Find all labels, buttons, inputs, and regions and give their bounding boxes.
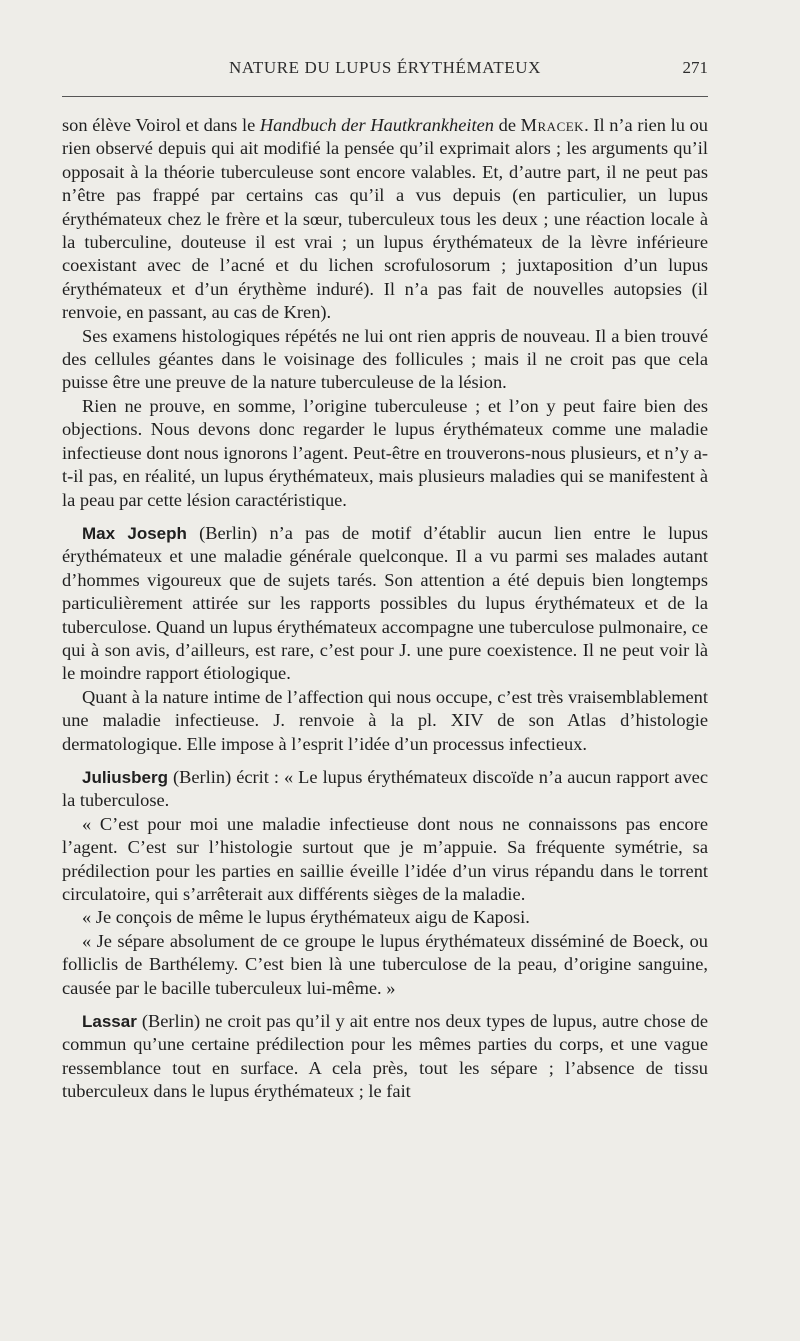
running-title: NATURE DU LUPUS ÉRYTHÉMATEUX — [229, 58, 541, 77]
paragraph-7: « C’est pour moi une maladie infectieuse dont nous ne connaissons pas encore l’agent. C’est sur l’histologie surtout que je m’appuie. Sa fréquente symétrie, sa prédilection pour les parties en saillie éveille l’idée d’un virus répandu dans le torrent circulatoire, qui s’arrêterait aux différents sièges de la maladie. — [62, 813, 708, 904]
page-header — [62, 58, 708, 88]
paragraph-juliusberg: Juliusberg (Berlin) écrit : « Le lupus érythémateux discoïde n’a aucun rapport avec la tuberculose. — [62, 766, 708, 811]
paragraph-5: Quant à la nature intime de l’affection qui nous occupe, c’est très vraisemblablement une maladie infectieuse. J. renvoie à la pl. XIV de son Atlas d’histologie dermatologique. Elle impose à l’esprit l’idée d’un processus infectieux. — [62, 686, 708, 754]
paragraph-lassar: Lassar (Berlin) ne croit pas qu’il y ait entre nos deux types de lupus, autre chose de commun qu’une certaine prédilection pour les mêmes parties du corps, et une vague ressemblance tout en surface. A cela près, tout les sépare ; l’absence de tissu tuberculeux dans le lupus érythémateux ; le fait — [62, 1011, 708, 1102]
author-name: Mracek — [520, 115, 585, 135]
body-text — [62, 114, 708, 1104]
page-number: 271 — [682, 58, 708, 77]
header-rule — [62, 96, 708, 97]
paragraph-3: Rien ne prouve, en somme, l’origine tuberculeuse ; et l’on y peut faire bien des objections. Nous devons donc regarder le lupus érythémateux comme une maladie infectieuse dont nous ignorons l’agent. Peut-être en trouverons-nous plusieurs, et n’y a-t-il pas, en réalité, un lupus érythémateux, mais plusieurs maladies qui se manifestent à la peau par cette lésion caractéristique. — [62, 395, 708, 510]
paragraph-max-joseph: Max Joseph (Berlin) n’a pas de motif d’établir aucun lien entre le lupus érythémateux et une maladie générale quelconque. Il a vu parmi ses malades autant d’hommes vigoureux que de sujets tarés. Son attention a été depuis bien longtemps particulièrement attirée sur les rapports possibles du lupus érythémateux et de la tuberculose. Quand un lupus érythémateux accompagne une tuberculose pulmonaire, ce qui à son avis, d’ailleurs, est rare, c’est pour J. une pure coexistence. Il ne peut voir là le moindre rapport étiologique. — [62, 522, 709, 684]
paragraph-1: son élève Voirol et dans le Handbuch der Hautkrankheiten de Mracek. Il n’a rien lu ou rien observé depuis qui ait modifié la pensée qu’il exprimait alors ; les arguments qu’il opposait à la théorie tuberculeuse sont encore valables. Et, d’autre part, il ne peut pas n’être pas frappé par certains cas qu’il a vus depuis (en particulier, un lupus érythémateux chez le frère et la sœur, tuberculeux tous les deux ; une réaction locale à la tuberculine, douteuse il est vrai ; un lupus érythémateux de la lèvre inférieure coexistant avec de l’acné et du lichen scrofulosorum ; juxtaposition d’un lupus érythémateux et d’un érythème induré). Il n’a pas fait de nouvelles autopsies (il renvoie, en passant, au cas de Kren). — [62, 115, 709, 323]
paragraph-2: Ses examens histologiques répétés ne lui ont rien appris de nouveau. Il a bien trouvé des cellules géantes dans le voisinage des follicules ; mais il ne croit pas que cela puisse être une preuve de la nature tuberculeuse de la lésion. — [62, 325, 708, 393]
book-title: Handbuch der Hautkrankheiten — [259, 115, 494, 135]
author-lassar: Lassar — [82, 1012, 137, 1032]
author-juliusberg: Juliusberg — [82, 767, 168, 787]
paragraph-9: « Je sépare absolument de ce groupe le lupus érythémateux disséminé de Boeck, ou folliclis de Barthélemy. C’est bien là une tuberculose de la peau, d’origine sanguine, causée par le bacille tuberculeux lui-même. » — [62, 930, 708, 998]
author-max-joseph: Max Joseph — [82, 523, 187, 543]
paragraph-8: « Je conçois de même le lupus érythémateux aigu de Kaposi. — [82, 907, 530, 928]
